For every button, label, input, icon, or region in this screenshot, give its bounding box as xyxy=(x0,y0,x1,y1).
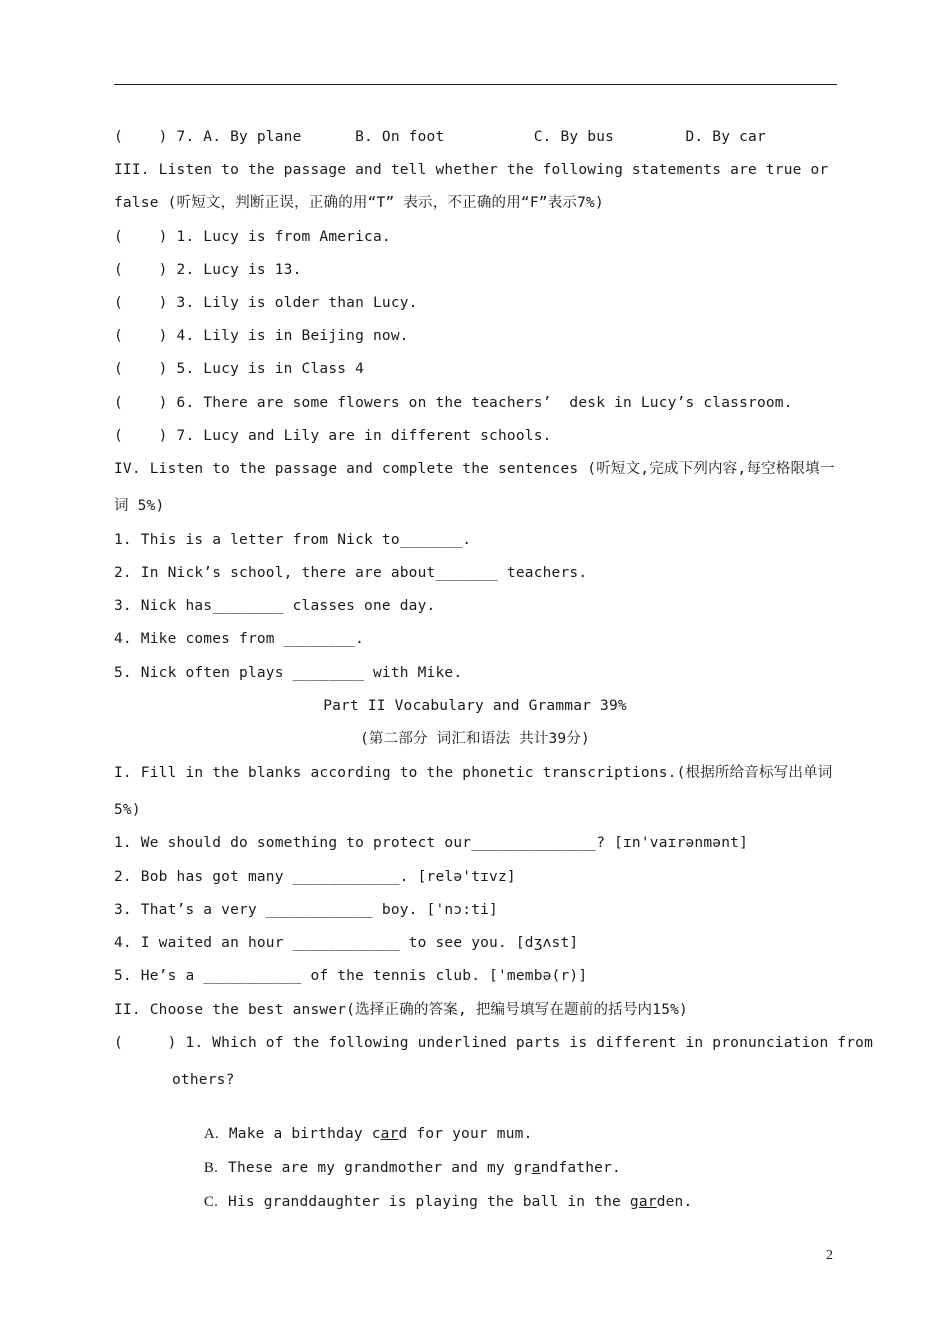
vocab-item: 4. I waited an hour ____________ to see you. [dʒʌst] xyxy=(114,935,579,951)
part2-title: Part II Vocabulary and Grammar 39% xyxy=(323,698,627,714)
section3-title-line1: III. Listen to the passage and tell whether the following statements are true or xyxy=(114,162,829,178)
tf-item: ( ) 7. Lucy and Lily are in different schools. xyxy=(114,428,552,444)
section4-title-line1: IV. Listen to the passage and complete the sentences (听短文,完成下列内容,每空格限填一 xyxy=(114,461,835,477)
completion-item: 3. Nick has________ classes one day. xyxy=(114,598,436,614)
underlined-part: ar xyxy=(380,1126,399,1142)
option-label: A. xyxy=(203,1126,219,1142)
underlined-part: ar xyxy=(638,1194,657,1210)
underlined-part: a xyxy=(531,1160,541,1176)
completion-item: 2. In Nick’s school, there are about_______ teachers. xyxy=(114,565,588,581)
option-label: B. xyxy=(203,1160,219,1176)
vocab-title-line2: 5%) xyxy=(114,802,141,818)
completion-item: 5. Nick often plays ________ with Mike. xyxy=(114,665,463,681)
listening-question-7: ( ) 7. A. By plane B. On foot C. By bus D. By car xyxy=(114,129,766,145)
tf-item: ( ) 6. There are some flowers on the teachers’ desk in Lucy’s classroom. xyxy=(114,395,793,411)
option-text: These are my grandmother and my gr xyxy=(228,1160,532,1176)
tf-item: ( ) 3. Lily is older than Lucy. xyxy=(114,295,418,311)
tf-item: ( ) 2. Lucy is 13. xyxy=(114,262,302,278)
part2-subtitle: (第二部分 词汇和语法 共计39分) xyxy=(360,731,590,747)
vocab-item: 3. That’s a very ____________ boy. ['nɔ:ti] xyxy=(114,902,498,918)
completion-item: 1. This is a letter from Nick to_______. xyxy=(114,532,472,548)
section3-title-line2: false (听短文，判断正误，正确的用“T” 表示，不正确的用“F”表示7%) xyxy=(114,195,604,211)
tf-item: ( ) 5. Lucy is in Class 4 xyxy=(114,361,365,377)
vocab-item: 2. Bob has got many ____________. [relə'tɪvz] xyxy=(114,869,516,885)
choose-question-1: ( ) 1. Which of the following underlined parts is different in pronunciation from xyxy=(114,1035,874,1051)
choose-title: II. Choose the best answer(选择正确的答案, 把编号填写在题前的括号内15%) xyxy=(114,1002,688,1018)
vocab-item: 1. We should do something to protect our______________? [ɪn'vaɪrənmənt] xyxy=(114,835,749,851)
option-text: d for your mum. xyxy=(398,1126,533,1142)
section4-title-line2: 词 5%) xyxy=(114,498,165,514)
option-label: C. xyxy=(203,1194,219,1210)
option-text: ndfather. xyxy=(540,1160,621,1176)
option-text: His granddaughter is playing the ball in the g xyxy=(228,1194,639,1210)
vocab-title-line1: I. Fill in the blanks according to the phonetic transcriptions.(根据所给音标写出单词 xyxy=(114,765,833,781)
tf-item: ( ) 4. Lily is in Beijing now. xyxy=(114,328,409,344)
option-c xyxy=(186,1172,692,1212)
completion-item: 4. Mike comes from ________. xyxy=(114,631,365,647)
tf-item: ( ) 1. Lucy is from America. xyxy=(114,229,391,245)
option-text: den. xyxy=(656,1194,693,1210)
choose-question-1-cont: others? xyxy=(172,1072,235,1088)
vocab-item: 5. He’s a ___________ of the tennis club. ['membə(r)] xyxy=(114,968,588,984)
page-number: 2 xyxy=(826,1248,833,1263)
header-rule xyxy=(114,84,837,85)
option-text: Make a birthday c xyxy=(228,1126,381,1142)
